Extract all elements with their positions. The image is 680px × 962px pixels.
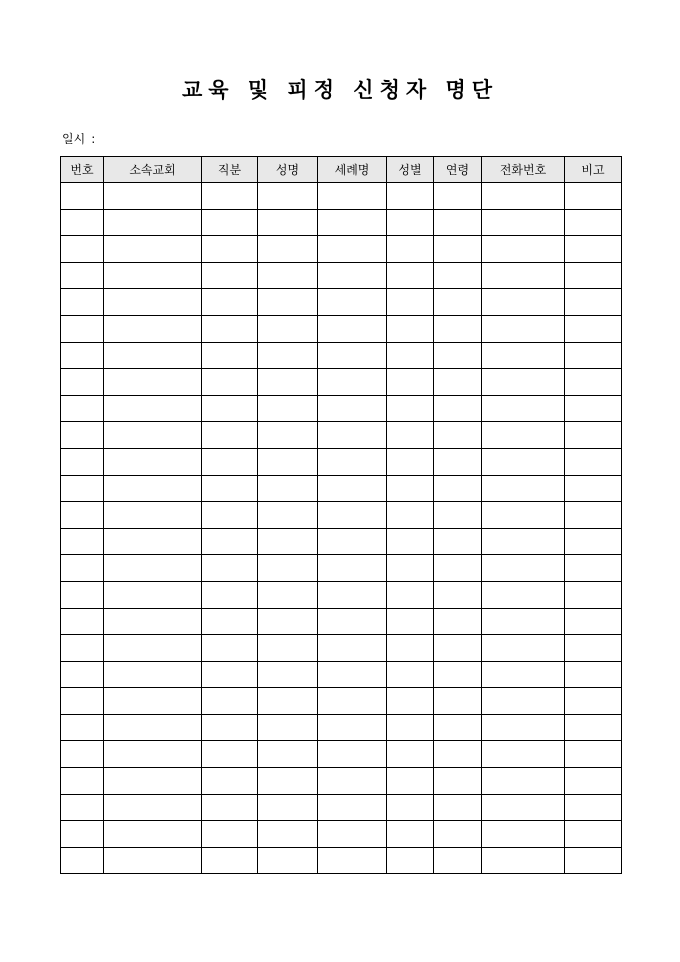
cell-phone[interactable] (482, 262, 565, 289)
header-position: 직분 (202, 157, 258, 183)
cell-position[interactable] (202, 209, 258, 236)
cell-number[interactable] (61, 768, 104, 795)
cell-phone[interactable] (482, 448, 565, 475)
cell-remarks[interactable] (565, 635, 622, 662)
table-row (61, 448, 622, 475)
cell-name[interactable] (258, 714, 318, 741)
cell-age[interactable] (434, 847, 482, 874)
cell-number[interactable] (61, 475, 104, 502)
date-label: 일시 (62, 132, 86, 146)
cell-church[interactable] (104, 475, 202, 502)
cell-church[interactable] (104, 395, 202, 422)
cell-number[interactable] (61, 262, 104, 289)
cell-number[interactable] (61, 714, 104, 741)
cell-church[interactable] (104, 422, 202, 449)
cell-baptismal-name[interactable] (318, 635, 387, 662)
cell-number[interactable] (61, 289, 104, 316)
cell-remarks[interactable] (565, 821, 622, 848)
cell-phone[interactable] (482, 608, 565, 635)
cell-remarks[interactable] (565, 209, 622, 236)
cell-age[interactable] (434, 342, 482, 369)
cell-number[interactable] (61, 794, 104, 821)
header-age: 연령 (434, 157, 482, 183)
cell-name[interactable] (258, 395, 318, 422)
cell-number[interactable] (61, 608, 104, 635)
cell-name[interactable] (258, 661, 318, 688)
cell-phone[interactable] (482, 661, 565, 688)
cell-gender[interactable] (387, 183, 434, 210)
cell-remarks[interactable] (565, 768, 622, 795)
cell-phone[interactable] (482, 236, 565, 263)
cell-phone[interactable] (482, 289, 565, 316)
cell-baptismal-name[interactable] (318, 183, 387, 210)
cell-number[interactable] (61, 342, 104, 369)
cell-church[interactable] (104, 661, 202, 688)
cell-name[interactable] (258, 262, 318, 289)
cell-position[interactable] (202, 183, 258, 210)
cell-name[interactable] (258, 555, 318, 582)
cell-remarks[interactable] (565, 608, 622, 635)
cell-name[interactable] (258, 369, 318, 396)
cell-age[interactable] (434, 555, 482, 582)
cell-baptismal-name[interactable] (318, 395, 387, 422)
cell-phone[interactable] (482, 315, 565, 342)
cell-age[interactable] (434, 448, 482, 475)
cell-number[interactable] (61, 581, 104, 608)
cell-name[interactable] (258, 342, 318, 369)
cell-baptismal-name[interactable] (318, 608, 387, 635)
cell-gender[interactable] (387, 236, 434, 263)
cell-phone[interactable] (482, 821, 565, 848)
cell-remarks[interactable] (565, 342, 622, 369)
cell-age[interactable] (434, 741, 482, 768)
cell-gender[interactable] (387, 422, 434, 449)
cell-church[interactable] (104, 209, 202, 236)
cell-name[interactable] (258, 635, 318, 662)
cell-remarks[interactable] (565, 528, 622, 555)
cell-gender[interactable] (387, 768, 434, 795)
cell-church[interactable] (104, 502, 202, 529)
applicant-table (60, 156, 622, 874)
table-row (61, 608, 622, 635)
cell-name[interactable] (258, 688, 318, 715)
cell-phone[interactable] (482, 688, 565, 715)
cell-gender[interactable] (387, 209, 434, 236)
table-row (61, 236, 622, 263)
cell-church[interactable] (104, 289, 202, 316)
table-row (61, 661, 622, 688)
document-title: 교육 및 피정 신청자 명단 (181, 77, 499, 102)
cell-age[interactable] (434, 714, 482, 741)
cell-name[interactable] (258, 528, 318, 555)
cell-church[interactable] (104, 608, 202, 635)
cell-name[interactable] (258, 502, 318, 529)
cell-baptismal-name[interactable] (318, 289, 387, 316)
table-row (61, 315, 622, 342)
cell-position[interactable] (202, 262, 258, 289)
cell-position[interactable] (202, 395, 258, 422)
cell-phone[interactable] (482, 502, 565, 529)
cell-gender[interactable] (387, 475, 434, 502)
cell-baptismal-name[interactable] (318, 581, 387, 608)
cell-position[interactable] (202, 475, 258, 502)
cell-gender[interactable] (387, 741, 434, 768)
cell-position[interactable] (202, 847, 258, 874)
cell-baptismal-name[interactable] (318, 209, 387, 236)
cell-gender[interactable] (387, 608, 434, 635)
cell-remarks[interactable] (565, 794, 622, 821)
cell-age[interactable] (434, 475, 482, 502)
cell-church[interactable] (104, 369, 202, 396)
cell-remarks[interactable] (565, 262, 622, 289)
header-church: 소속교회 (104, 157, 202, 183)
cell-baptismal-name[interactable] (318, 821, 387, 848)
cell-gender[interactable] (387, 502, 434, 529)
cell-baptismal-name[interactable] (318, 555, 387, 582)
cell-phone[interactable] (482, 847, 565, 874)
cell-age[interactable] (434, 608, 482, 635)
table-row (61, 714, 622, 741)
date-separator: : (91, 132, 96, 146)
cell-gender[interactable] (387, 847, 434, 874)
table-row (61, 847, 622, 874)
header-remarks: 비고 (565, 157, 622, 183)
cell-name[interactable] (258, 768, 318, 795)
table-row (61, 555, 622, 582)
table-row (61, 369, 622, 396)
cell-church[interactable] (104, 688, 202, 715)
header-gender: 성별 (387, 157, 434, 183)
cell-church[interactable] (104, 794, 202, 821)
cell-phone[interactable] (482, 209, 565, 236)
cell-church[interactable] (104, 821, 202, 848)
date-line (62, 131, 95, 147)
cell-position[interactable] (202, 289, 258, 316)
table-row (61, 768, 622, 795)
cell-baptismal-name[interactable] (318, 262, 387, 289)
cell-baptismal-name[interactable] (318, 422, 387, 449)
cell-number[interactable] (61, 528, 104, 555)
cell-remarks[interactable] (565, 475, 622, 502)
cell-baptismal-name[interactable] (318, 502, 387, 529)
cell-number[interactable] (61, 236, 104, 263)
cell-remarks[interactable] (565, 395, 622, 422)
cell-remarks[interactable] (565, 502, 622, 529)
cell-name[interactable] (258, 236, 318, 263)
table-row (61, 209, 622, 236)
cell-gender[interactable] (387, 581, 434, 608)
cell-number[interactable] (61, 315, 104, 342)
cell-position[interactable] (202, 236, 258, 263)
cell-baptismal-name[interactable] (318, 475, 387, 502)
cell-remarks[interactable] (565, 422, 622, 449)
cell-age[interactable] (434, 661, 482, 688)
cell-remarks[interactable] (565, 183, 622, 210)
cell-phone[interactable] (482, 555, 565, 582)
cell-age[interactable] (434, 821, 482, 848)
cell-baptismal-name[interactable] (318, 741, 387, 768)
cell-age[interactable] (434, 581, 482, 608)
table-row (61, 475, 622, 502)
cell-church[interactable] (104, 768, 202, 795)
cell-age[interactable] (434, 502, 482, 529)
cell-church[interactable] (104, 635, 202, 662)
table-row (61, 741, 622, 768)
cell-gender[interactable] (387, 555, 434, 582)
cell-church[interactable] (104, 581, 202, 608)
cell-age[interactable] (434, 183, 482, 210)
cell-phone[interactable] (482, 342, 565, 369)
cell-baptismal-name[interactable] (318, 714, 387, 741)
cell-remarks[interactable] (565, 315, 622, 342)
cell-gender[interactable] (387, 794, 434, 821)
cell-age[interactable] (434, 369, 482, 396)
cell-name[interactable] (258, 847, 318, 874)
cell-baptismal-name[interactable] (318, 236, 387, 263)
cell-position[interactable] (202, 768, 258, 795)
cell-number[interactable] (61, 209, 104, 236)
cell-number[interactable] (61, 635, 104, 662)
cell-number[interactable] (61, 688, 104, 715)
cell-phone[interactable] (482, 635, 565, 662)
table-row (61, 395, 622, 422)
table-body (61, 183, 622, 874)
cell-baptismal-name[interactable] (318, 369, 387, 396)
cell-baptismal-name[interactable] (318, 794, 387, 821)
cell-number[interactable] (61, 821, 104, 848)
table-row (61, 289, 622, 316)
cell-gender[interactable] (387, 688, 434, 715)
cell-gender[interactable] (387, 342, 434, 369)
cell-church[interactable] (104, 528, 202, 555)
cell-position[interactable] (202, 581, 258, 608)
table-row (61, 502, 622, 529)
cell-remarks[interactable] (565, 369, 622, 396)
cell-gender[interactable] (387, 635, 434, 662)
table-row (61, 794, 622, 821)
table-row (61, 688, 622, 715)
cell-church[interactable] (104, 236, 202, 263)
cell-gender[interactable] (387, 714, 434, 741)
cell-number[interactable] (61, 741, 104, 768)
cell-gender[interactable] (387, 289, 434, 316)
table-row (61, 262, 622, 289)
cell-name[interactable] (258, 422, 318, 449)
cell-age[interactable] (434, 794, 482, 821)
cell-phone[interactable] (482, 768, 565, 795)
cell-name[interactable] (258, 608, 318, 635)
cell-name[interactable] (258, 209, 318, 236)
cell-gender[interactable] (387, 448, 434, 475)
cell-name[interactable] (258, 289, 318, 316)
table-row (61, 422, 622, 449)
cell-position[interactable] (202, 448, 258, 475)
cell-baptismal-name[interactable] (318, 768, 387, 795)
cell-baptismal-name[interactable] (318, 528, 387, 555)
cell-number[interactable] (61, 661, 104, 688)
cell-remarks[interactable] (565, 741, 622, 768)
cell-baptismal-name[interactable] (318, 315, 387, 342)
header-name: 성명 (258, 157, 318, 183)
table-row (61, 528, 622, 555)
cell-phone[interactable] (482, 714, 565, 741)
cell-baptismal-name[interactable] (318, 688, 387, 715)
cell-phone[interactable] (482, 395, 565, 422)
header-phone: 전화번호 (482, 157, 565, 183)
cell-position[interactable] (202, 528, 258, 555)
cell-position[interactable] (202, 714, 258, 741)
cell-gender[interactable] (387, 661, 434, 688)
cell-number[interactable] (61, 422, 104, 449)
table-row (61, 635, 622, 662)
cell-remarks[interactable] (565, 236, 622, 263)
header-number: 번호 (61, 157, 104, 183)
cell-number[interactable] (61, 448, 104, 475)
cell-age[interactable] (434, 262, 482, 289)
cell-name[interactable] (258, 581, 318, 608)
cell-position[interactable] (202, 688, 258, 715)
cell-remarks[interactable] (565, 581, 622, 608)
cell-phone[interactable] (482, 794, 565, 821)
cell-position[interactable] (202, 661, 258, 688)
cell-gender[interactable] (387, 395, 434, 422)
cell-age[interactable] (434, 422, 482, 449)
cell-age[interactable] (434, 289, 482, 316)
table-row (61, 183, 622, 210)
cell-baptismal-name[interactable] (318, 847, 387, 874)
cell-baptismal-name[interactable] (318, 448, 387, 475)
cell-remarks[interactable] (565, 688, 622, 715)
cell-gender[interactable] (387, 262, 434, 289)
cell-position[interactable] (202, 821, 258, 848)
cell-number[interactable] (61, 395, 104, 422)
cell-number[interactable] (61, 369, 104, 396)
cell-name[interactable] (258, 475, 318, 502)
cell-remarks[interactable] (565, 448, 622, 475)
cell-number[interactable] (61, 502, 104, 529)
cell-gender[interactable] (387, 821, 434, 848)
cell-gender[interactable] (387, 369, 434, 396)
header-baptismal-name: 세례명 (318, 157, 387, 183)
cell-position[interactable] (202, 369, 258, 396)
cell-baptismal-name[interactable] (318, 661, 387, 688)
cell-name[interactable] (258, 448, 318, 475)
cell-church[interactable] (104, 741, 202, 768)
cell-name[interactable] (258, 741, 318, 768)
cell-age[interactable] (434, 209, 482, 236)
cell-phone[interactable] (482, 741, 565, 768)
cell-position[interactable] (202, 608, 258, 635)
cell-remarks[interactable] (565, 714, 622, 741)
cell-name[interactable] (258, 315, 318, 342)
cell-position[interactable] (202, 794, 258, 821)
cell-baptismal-name[interactable] (318, 342, 387, 369)
cell-remarks[interactable] (565, 555, 622, 582)
cell-age[interactable] (434, 528, 482, 555)
cell-church[interactable] (104, 183, 202, 210)
cell-number[interactable] (61, 847, 104, 874)
cell-gender[interactable] (387, 528, 434, 555)
cell-age[interactable] (434, 688, 482, 715)
table-row (61, 342, 622, 369)
cell-number[interactable] (61, 555, 104, 582)
cell-church[interactable] (104, 342, 202, 369)
cell-position[interactable] (202, 422, 258, 449)
cell-church[interactable] (104, 262, 202, 289)
cell-phone[interactable] (482, 528, 565, 555)
cell-position[interactable] (202, 502, 258, 529)
cell-phone[interactable] (482, 581, 565, 608)
cell-remarks[interactable] (565, 289, 622, 316)
cell-remarks[interactable] (565, 847, 622, 874)
cell-phone[interactable] (482, 369, 565, 396)
cell-position[interactable] (202, 635, 258, 662)
cell-church[interactable] (104, 555, 202, 582)
cell-position[interactable] (202, 741, 258, 768)
cell-name[interactable] (258, 794, 318, 821)
cell-age[interactable] (434, 236, 482, 263)
table-row (61, 581, 622, 608)
cell-name[interactable] (258, 183, 318, 210)
cell-name[interactable] (258, 821, 318, 848)
cell-remarks[interactable] (565, 661, 622, 688)
cell-phone[interactable] (482, 475, 565, 502)
cell-position[interactable] (202, 342, 258, 369)
cell-number[interactable] (61, 183, 104, 210)
cell-position[interactable] (202, 555, 258, 582)
cell-age[interactable] (434, 395, 482, 422)
table-header-row (61, 157, 622, 183)
cell-church[interactable] (104, 448, 202, 475)
cell-church[interactable] (104, 847, 202, 874)
cell-phone[interactable] (482, 422, 565, 449)
cell-church[interactable] (104, 315, 202, 342)
cell-age[interactable] (434, 635, 482, 662)
cell-age[interactable] (434, 315, 482, 342)
table-row (61, 821, 622, 848)
cell-gender[interactable] (387, 315, 434, 342)
cell-age[interactable] (434, 768, 482, 795)
cell-church[interactable] (104, 714, 202, 741)
cell-phone[interactable] (482, 183, 565, 210)
cell-position[interactable] (202, 315, 258, 342)
